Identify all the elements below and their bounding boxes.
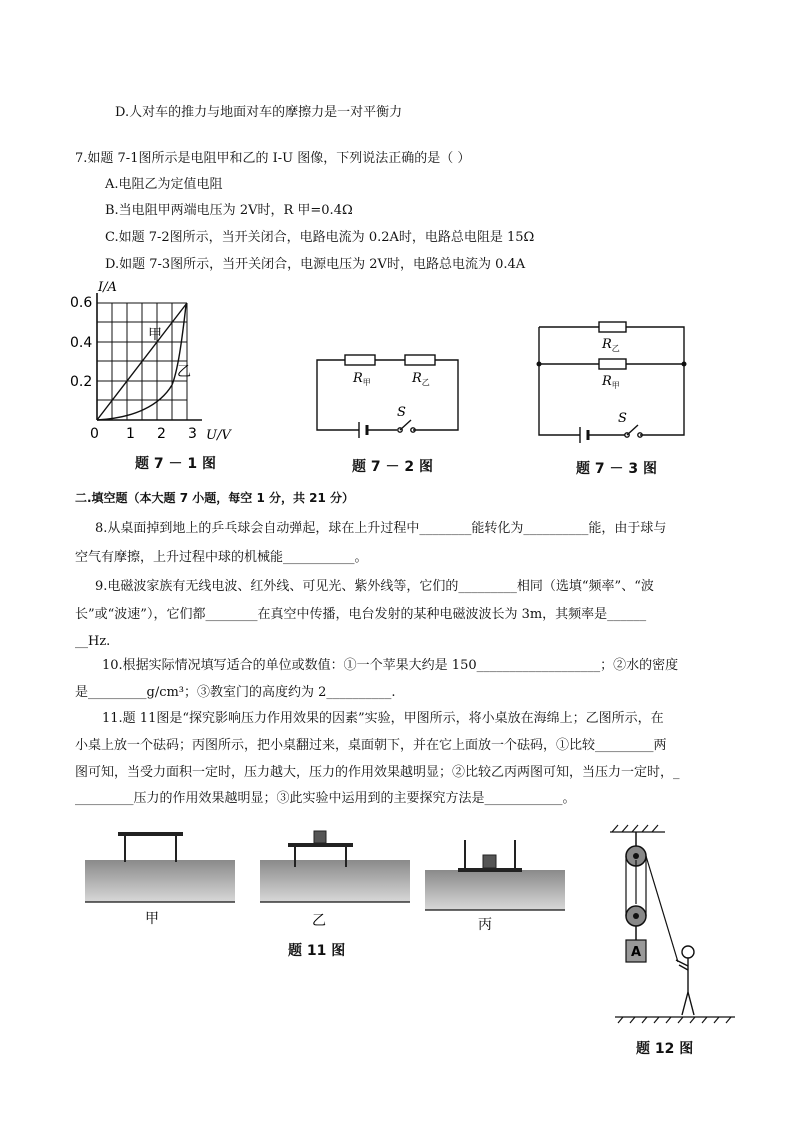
y-tick-0.4: 0.4 [70,335,93,351]
curve-yi-label: 乙 [177,364,191,380]
q11-line2: 小桌上放一个砝码；丙图所示，把小桌翻过来，桌面朝下，并在它上面放一个砝码，①比较_________两 [75,738,667,753]
battery [580,427,588,443]
y-axis-label: I/A [98,280,117,295]
block-a-label: A [631,945,642,960]
fig7-3-caption: 题 7 － 3 图 [576,461,657,477]
q7-stem: 7.如题 7-1图所示是电阻甲和乙的 I-U 图像，下列说法正确的是（ ） [75,151,471,166]
fig7-2-caption: 题 7 － 2 图 [352,459,433,475]
y-tick-0.6: 0.6 [70,295,93,311]
resistor-r-yi [405,355,435,365]
ceiling [610,825,665,832]
r-jia-label: $R_甲$ [353,371,371,387]
x-tick-0: 0 [90,426,99,442]
q8-line1: 8.从桌面掉到地上的乒乓球会自动弹起，球在上升过程中________能转化为__________能，由于球与 [95,521,667,536]
q10-line1: 10.根据实际情况填写适合的单位或数值：①一个苹果大约是 150___________________；②水的密度 [102,658,679,673]
x-tick-3: 3 [188,426,197,442]
switch-label: S [618,411,627,426]
battery [359,422,367,438]
q7-option-a: A.电阻乙为定值电阻 [105,177,223,192]
x-axis-label: U/V [206,428,231,443]
curve-jia-label: 甲 [148,327,162,343]
person [676,946,694,1015]
fig7-1-caption: 题 7 － 1 图 [135,456,216,472]
resistor-r-jia [599,359,626,369]
setup-bing [425,840,565,933]
q11-line4: _________压力的作用效果越明显；③此实验中运用到的主要探究方法是____________。 [75,791,576,806]
fig7-1-graph [60,275,250,445]
r-yi-label: $R_乙$ [602,337,620,353]
q10-line2: 是_________g/cm³；③教室门的高度约为 2__________. [75,685,396,700]
weight [314,831,326,843]
fig7-3-circuit [530,315,700,450]
r-yi-label: $R_乙$ [412,371,430,387]
q9-line3: __Hz. [75,634,111,649]
label-yi: 乙 [312,913,326,929]
q11-line3: 图可知，当受力面积一定时，压力越大，压力的作用效果越明显；②比较乙丙两图可知，当压力一定时，_ [75,765,680,780]
fig11-caption: 题 11 图 [288,943,346,959]
fig7-2-circuit [305,340,475,450]
switch [625,425,642,437]
q7-option-c: C.如题 7-2图所示，当开关闭合，电路电流为 0.2A时，电路总电阻是 15Ω [105,230,535,245]
resistor-r-jia [345,355,375,365]
q8-line2: 空气有摩擦，上升过程中球的机械能___________。 [75,550,368,565]
q11-line1: 11.题 11图是“探究影响压力作用效果的因素”实验，甲图所示，将小桌放在海绵上；乙图所示，在 [102,711,664,726]
x-tick-2: 2 [157,426,166,442]
fig12-pulley [600,820,740,1030]
r-jia-label: $R_甲$ [602,374,620,390]
q7-option-b: B.当电阻甲两端电压为 2V时，R 甲=0.4Ω [105,203,353,218]
resistor-r-yi [599,322,626,332]
label-bing: 丙 [478,917,492,933]
switch-label: S [397,405,406,420]
q6-option-d: D.人对车的推力与地面对车的摩擦力是一对平衡力 [115,105,403,120]
q9-line1: 9.电磁波家族有无线电波、红外线、可见光、紫外线等，它们的_________相同（选填“频率”、“波 [95,579,654,594]
y-tick-0.2: 0.2 [70,374,93,390]
x-tick-1: 1 [126,426,135,442]
ground [615,1017,735,1023]
setup-jia [85,832,235,927]
weight [483,855,496,868]
label-jia: 甲 [145,911,159,927]
switch [398,420,415,432]
setup-yi [260,831,410,929]
q9-line2: 长”或“波速”），它们都________在真空中传播，电台发射的某种电磁波波长为 3m，其频率是______ [75,607,647,622]
fig12-caption: 题 12 图 [636,1041,694,1057]
q7-option-d: D.如题 7-3图所示，当开关闭合，电源电压为 2V时，电路总电流为 0.4A [105,257,526,272]
section2-title: 二.填空题（本大题 7 小题，每空 1 分，共 21 分） [75,491,355,505]
